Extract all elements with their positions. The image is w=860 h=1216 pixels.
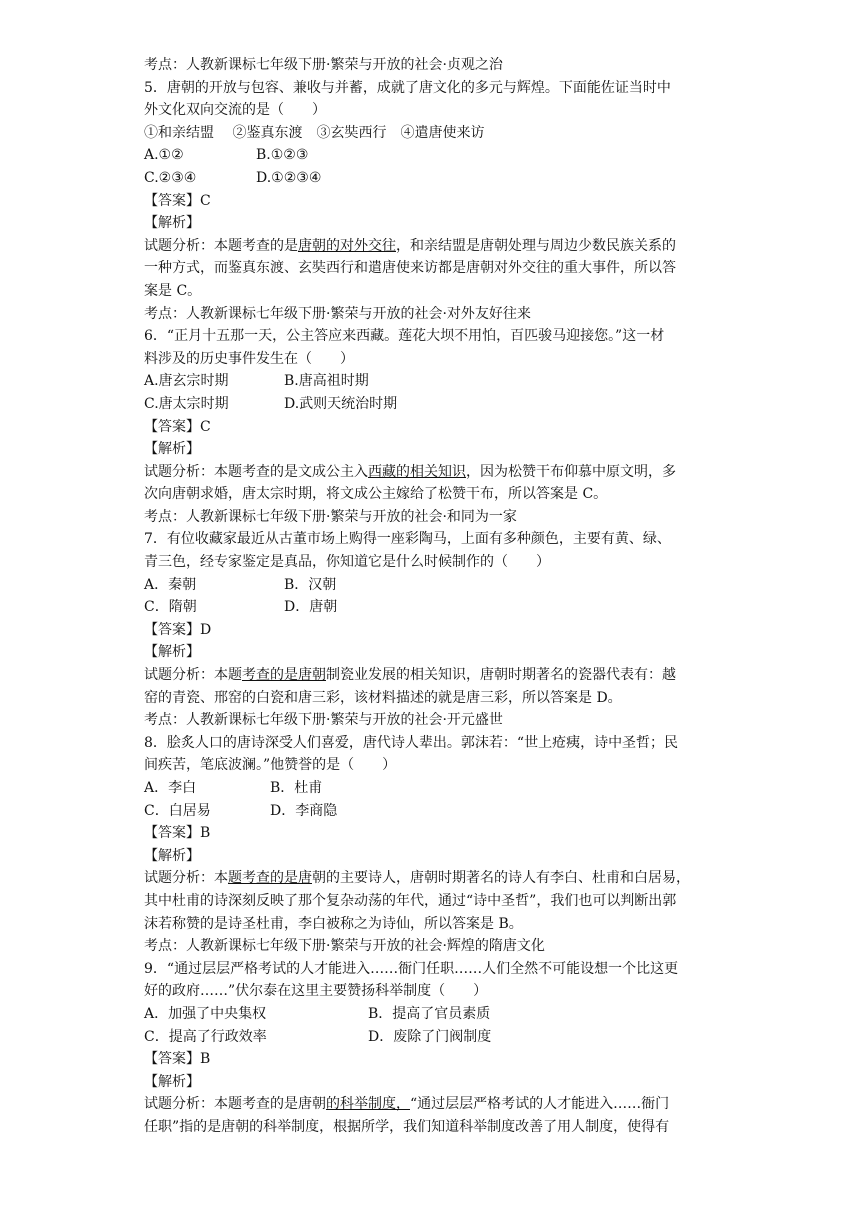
q6-analysis-line-1 [144,461,724,484]
q8-analysis-pre: 试题分析：本 [144,870,228,887]
q7-option-c: C．隋朝 [144,599,197,616]
q8-analysis-line-3: 沫若称赞的是诗圣杜甫，李白被称之为诗仙，所以答案是 B。 [144,915,523,932]
q9-analysis-underlined: 的科举制度， [326,1096,410,1113]
q7-analysis-line-2: 窑的青瓷、邢窑的白瓷和唐三彩，该材料描述的就是唐三彩，所以答案是 D。 [144,689,622,706]
q5-options-ab [144,144,724,167]
q5-analysis-post: ，和亲结盟是唐朝处理与周边少数民族关系的 [396,237,676,254]
q7-stem-line-1: 7．有位收藏家最近从古董市场上购得一座彩陶马，上面有多种颜色，主要有黄、绿、 [144,531,671,548]
q8-kaodian: 考点：人教新课标七年级下册·繁荣与开放的社会·辉煌的隋唐文化 [144,938,545,955]
q5-items: ①和亲结盟 ②鉴真东渡 ③玄奘西行 ④遣唐使来访 [144,124,485,141]
q7-options-cd [144,596,724,619]
q5-analysis-line-2: 一种方式，而鉴真东渡、玄奘西行和遣唐使来访都是唐朝对外交往的重大事件，所以答 [144,260,676,277]
q8-analysis-post: 朝的主要诗人，唐朝时期著名的诗人有李白、杜甫和白居易， [312,870,690,887]
q8-answer: 【答案】B [144,825,211,842]
q8-analysis-line-2: 其中杜甫的诗深刻反映了那个复杂动荡的年代，通过“诗中圣哲”，我们也可以判断出郭 [144,892,677,909]
q4-kaodian: 考点：人教新课标七年级下册·繁荣与开放的社会·贞观之治 [144,57,503,73]
q9-option-b: B．提高了官员素质 [368,1005,491,1022]
q8-option-c: C．白居易 [144,802,211,819]
q9-option-d: D．废除了门阀制度 [368,1028,492,1045]
q5-analysis-line-3: 案是 C。 [144,282,202,299]
q9-analysis-pre: 试题分析：本题考查的是唐朝 [144,1096,326,1113]
q5-answer: 【答案】C [144,192,211,209]
q9-stem-line-2: 好的政府……”伏尔泰在这里主要赞扬科举制度（ ） [144,983,488,1000]
q5-stem-line-1: 5．唐朝的开放与包容、兼收与并蓄，成就了唐文化的多元与辉煌。下面能佐证当时中 [144,79,671,96]
q9-option-a: A．加强了中央集权 [144,1005,267,1022]
q7-option-a: A．秦朝 [144,576,197,593]
q6-analysis-pre: 试题分析：本题考查的是文成公主入 [144,463,368,480]
q7-options-ab [144,574,724,597]
document-page [144,0,724,1139]
q6-analysis-line-2: 次向唐朝求婚，唐太宗时期，将文成公主嫁给了松赞干布，所以答案是 C。 [144,486,608,503]
q9-stem-line-1: 9．“通过层层严格考试的人才能进入……衙门任职……人们全然不可能设想一个比这更 [144,960,679,977]
q9-analysis-line-2: 任职”指的是唐朝的科举制度，根据所学，我们知道科举制度改善了用人制度，使得有 [144,1118,670,1135]
q6-stem-line-2: 料涉及的历史事件发生在（ ） [144,350,354,367]
q9-answer: 【答案】B [144,1051,211,1068]
q9-analysis-line-1 [144,1093,724,1116]
q6-option-a: A.唐玄宗时期 [144,373,229,390]
q9-jiexi: 【解析】 [144,1073,200,1090]
q6-kaodian: 考点：人教新课标七年级下册·繁荣与开放的社会·和同为一家 [144,508,517,525]
q5-jiexi: 【解析】 [144,215,200,232]
q8-stem-line-2: 间疾苦，笔底波澜。”他赞誉的是（ ） [144,757,397,774]
q5-option-d: D.①②③④ [256,169,322,186]
q8-options-ab [144,777,724,800]
q6-analysis-post: ，因为松赞干布仰慕中原文明，多 [466,463,676,480]
q7-kaodian: 考点：人教新课标七年级下册·繁荣与开放的社会·开元盛世 [144,712,503,729]
q6-options-ab [144,370,724,393]
q6-option-d: D.武则天统治时期 [284,395,398,412]
q8-analysis-line-1 [144,867,724,890]
q8-option-b: B．杜甫 [270,780,323,796]
q6-option-c: C.唐太宗时期 [144,395,229,412]
q5-option-a: A.①② [144,147,184,164]
q8-option-d: D．李商隐 [270,802,338,819]
q6-answer: 【答案】C [144,418,211,435]
q8-stem-line-1: 8．脍炙人口的唐诗深受人们喜爱，唐代诗人辈出。郭沫若：“世上疮痍，诗中圣哲；民 [144,734,679,751]
q8-option-a: A．李白 [144,780,197,796]
q7-jiexi: 【解析】 [144,644,200,661]
q7-option-b: B．汉朝 [284,576,337,593]
q7-option-d: D．唐朝 [284,599,338,616]
q7-analysis-post: 制瓷业发展的相关知识，唐朝时期著名的瓷器代表有：越 [326,667,676,684]
q9-options-cd [144,1026,724,1049]
q8-jiexi: 【解析】 [144,847,200,864]
q9-option-c: C．提高了行政效率 [144,1028,267,1045]
q5-analysis-pre: 试题分析：本题考查的是 [144,237,298,254]
q7-analysis-pre: 试题分析：本题 [144,667,242,684]
q5-analysis-underlined: 唐朝的对外交往 [298,237,396,254]
q6-stem-line-1: 6．“正月十五那一天，公主答应来西藏。莲花大坝不用怕，百匹骏马迎接您。”这一材 [144,328,665,345]
q8-options-cd [144,800,724,823]
q6-option-b: B.唐高祖时期 [284,373,369,390]
q8-analysis-underlined: 题考查的是唐 [228,870,312,887]
q7-analysis-underlined: 考查的是唐朝 [242,667,326,684]
q5-kaodian: 考点：人教新课标七年级下册·繁荣与开放的社会·对外友好往来 [144,305,531,322]
q9-options-ab [144,1003,724,1026]
q6-options-cd [144,393,724,416]
q6-jiexi: 【解析】 [144,441,200,458]
q9-analysis-post: “通过层层严格考试的人才能进入……衙门 [410,1096,670,1113]
q5-analysis-line-1 [144,235,724,258]
q7-stem-line-2: 青三色，经专家鉴定是真品，你知道它是什么时候制作的（ ） [144,554,550,571]
q6-analysis-underlined: 西藏的相关知识 [368,463,466,480]
q7-answer: 【答案】D [144,621,212,638]
q5-option-b: B.①②③ [256,147,309,164]
q5-options-cd [144,167,724,190]
q5-option-c: C.②③④ [144,169,197,186]
q7-analysis-line-1 [144,664,724,687]
q5-stem-line-2: 外文化双向交流的是（ ） [144,102,326,119]
